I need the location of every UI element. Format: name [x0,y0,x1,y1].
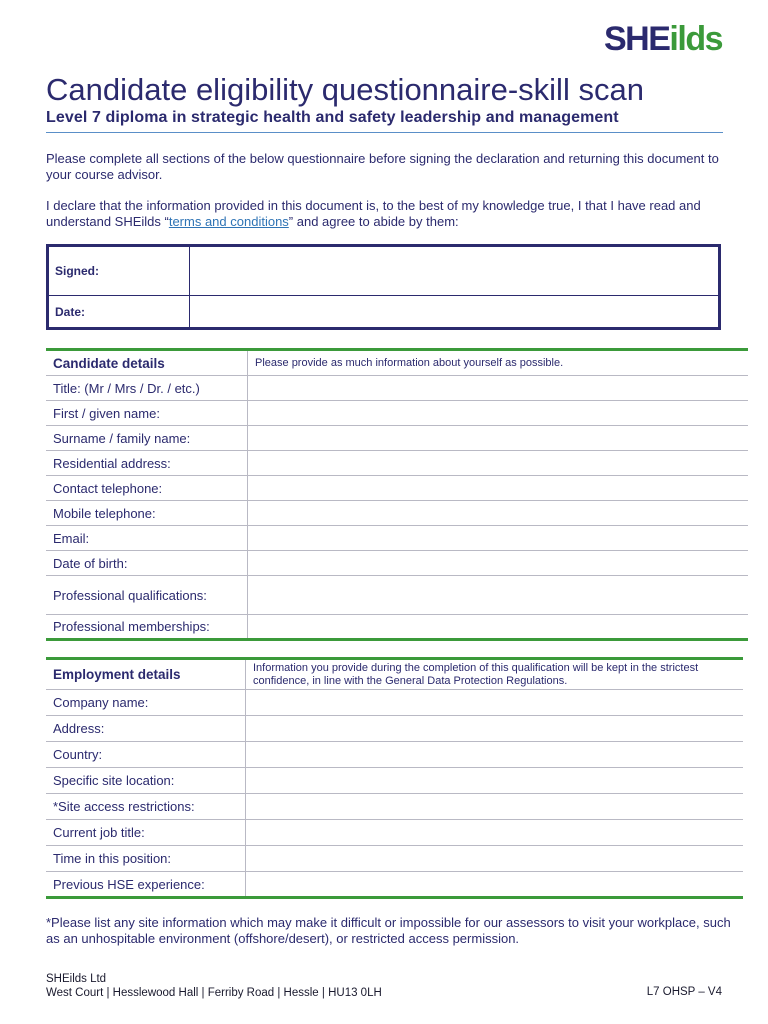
professional-qualifications-label: Professional qualifications: [46,576,248,615]
time-in-position-label: Time in this position: [46,846,246,872]
employment-details-table [46,657,743,899]
country-field[interactable] [246,742,744,768]
site-location-field[interactable] [246,768,744,794]
previous-hse-experience-label: Previous HSE experience: [46,872,246,898]
professional-memberships-label: Professional memberships: [46,615,248,640]
professional-qualifications-field[interactable] [248,576,749,615]
surname-label: Surname / family name: [46,426,248,451]
site-access-restrictions-field[interactable] [246,794,744,820]
contact-telephone-field[interactable] [248,476,749,501]
current-job-title-field[interactable] [246,820,744,846]
first-name-field[interactable] [248,401,749,426]
signed-field[interactable] [190,246,720,296]
date-of-birth-field[interactable] [248,551,749,576]
candidate-details-heading: Candidate details [46,350,248,376]
date-field[interactable] [190,296,720,329]
employment-details-note: Information you provide during the completion of this qualification will be kept in the strictest confidence, in line with the General Data Protection Regulations. [246,659,744,690]
company-name-label: Company name: [46,690,246,716]
date-of-birth-label: Date of birth: [46,551,248,576]
page-subtitle: Level 7 diploma in strategic health and safety leadership and management [46,109,619,126]
site-restrictions-footnote: *Please list any site information which may make it difficult or impossible for our assessors to visit your workplace, such as an unhospitable environment (offshore/desert), or restricted access permission. [46,915,731,946]
title-divider [46,132,723,133]
employment-details-heading: Employment details [46,659,246,690]
country-label: Country: [46,742,246,768]
terms-and-conditions-link[interactable]: terms and conditions [168,214,289,229]
residential-address-field[interactable] [248,451,749,476]
email-field[interactable] [248,526,749,551]
surname-field[interactable] [248,426,749,451]
document-version: L7 OHSP – V4 [646,986,722,998]
signature-table [46,244,721,330]
sheilds-logo [604,22,722,56]
declaration-text [46,198,726,230]
address-label: Address: [46,716,246,742]
declaration-after: ” and agree to abide by them: [288,214,459,229]
site-access-restrictions-label: *Site access restrictions: [46,794,246,820]
company-name-field[interactable] [246,690,744,716]
email-label: Email: [46,526,248,551]
logo-part-she: SHE [604,20,670,58]
professional-memberships-field[interactable] [248,615,749,640]
page-title: Candidate eligibility questionnaire-skill scan [46,72,644,107]
footer-company-block [46,972,382,1000]
footer-company-name: SHEilds Ltd [46,973,107,985]
declaration-before: I declare that the information provided in this document is, to the best of my knowledge true, I that I have read and understand SHEilds “ [46,198,701,229]
time-in-position-field[interactable] [246,846,744,872]
residential-address-label: Residential address: [46,451,248,476]
previous-hse-experience-field[interactable] [246,872,744,898]
title-label: Title: (Mr / Mrs / Dr. / etc.) [46,376,248,401]
footer-address: West Court | Hesslewood Hall | Ferriby Road | Hessle | HU13 0LH [46,987,382,999]
mobile-telephone-label: Mobile telephone: [46,501,248,526]
title-field[interactable] [248,376,749,401]
site-location-label: Specific site location: [46,768,246,794]
candidate-details-note: Please provide as much information about yourself as possible. [248,350,749,376]
intro-text: Please complete all sections of the below questionnaire before signing the declaration and returning this document to your course advisor. [46,151,719,182]
address-field[interactable] [246,716,744,742]
candidate-details-table [46,348,748,641]
first-name-label: First / given name: [46,401,248,426]
contact-telephone-label: Contact telephone: [46,476,248,501]
logo-part-ilds: ilds [669,20,722,58]
date-label: Date: [48,296,190,329]
signed-label: Signed: [48,246,190,296]
current-job-title-label: Current job title: [46,820,246,846]
mobile-telephone-field[interactable] [248,501,749,526]
